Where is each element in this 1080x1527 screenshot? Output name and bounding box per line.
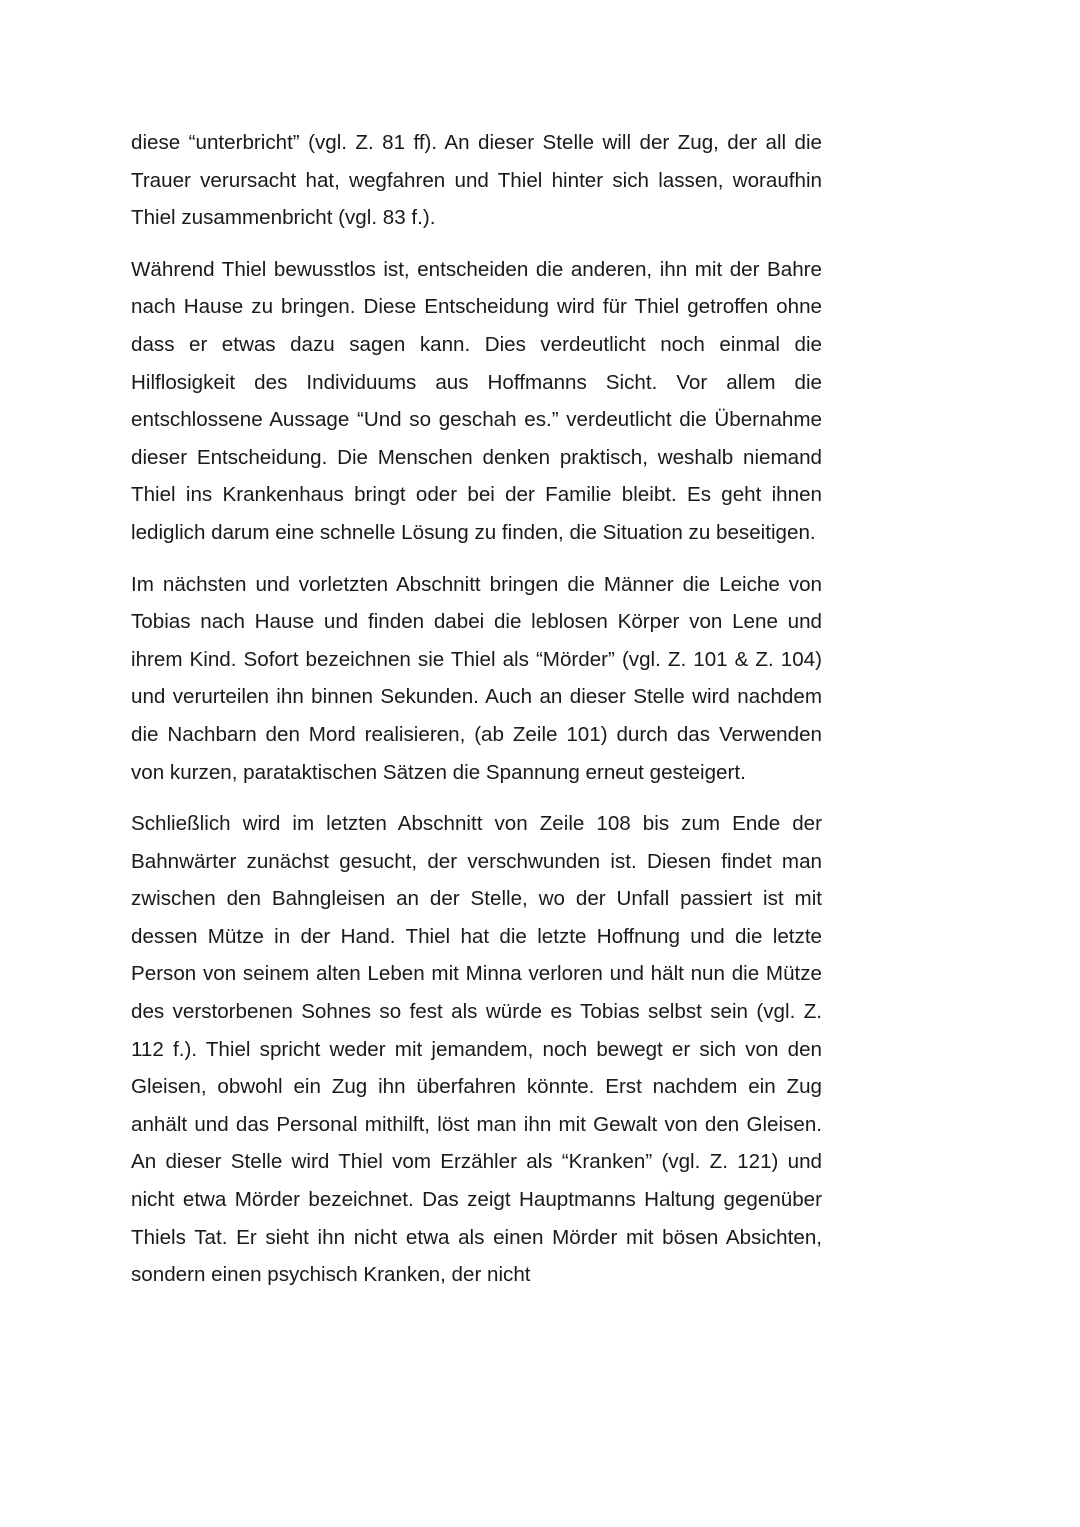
paragraph-3: Im nächsten und vorletzten Abschnitt bringen die Männer die Leiche von Tobias nach Hause und finden dabei die leblosen Körper von Lene und ihrem Kind. Sofort bezeichnen sie Thiel als “Mörder” (vgl. Z. 101 & Z. 104) und verurteilen ihn binnen Sekunden. Auch an dieser Stelle wird nachdem die Nachbarn den Mord realisieren, (ab Zeile 101) durch das Verwenden von kurzen, parataktischen Sätzen die Spannung erneut gesteigert.: [131, 572, 822, 784]
paragraph-1: diese “unterbricht” (vgl. Z. 81 ff). An dieser Stelle will der Zug, der all die Trauer verursacht hat, wegfahren und Thiel hinter sich lassen, woraufhin Thiel zusammenbricht (vgl. 83 f.).: [131, 131, 822, 230]
paragraph-2: Während Thiel bewusstlos ist, entscheiden die anderen, ihn mit der Bahre nach Hause zu bringen. Diese Entscheidung wird für Thiel getroffen ohne dass er etwas dazu sagen kann. Dies verdeutlicht noch einmal die Hilflosigkeit des Individuums aus Hoffmanns Sicht. Vor allem die entschlossene Aussage “Und so geschah es.” verdeutlicht die Übernahme dieser Entscheidung. Die Menschen denken praktisch, weshalb niemand Thiel ins Krankenhaus bringt oder bei der Familie bleibt. Es geht ihnen lediglich darum eine schnelle Lösung zu finden, die Situation zu beseitigen.: [131, 257, 822, 544]
body-text: [131, 124, 822, 1294]
paragraph-4: Schließlich wird im letzten Abschnitt von Zeile 108 bis zum Ende der Bahnwärter zunächst gesucht, der verschwunden ist. Diesen findet man zwischen den Bahngleisen an der Stelle, wo der Unfall passiert ist mit dessen Mütze in der Hand. Thiel hat die letzte Hoffnung und die letzte Person von seinem alten Leben mit Minna verloren und hält nun die Mütze des verstorbenen Sohnes so fest als würde es Tobias selbst sein (vgl. Z. 112 f.). Thiel spricht weder mit jemandem, noch bewegt er sich von den Gleisen, obwohl ein Zug ihn überfahren könnte. Erst nachdem ein Zug anhält und das Personal mithilft, löst man ihn mit Gewalt von den Gleisen. An dieser Stelle wird Thiel vom Erzähler als “Kranken” (vgl. Z. 121) und nicht etwa Mörder bezeichnet. Das zeigt Hauptmanns Haltung gegenüber Thiels Tat. Er sieht ihn nicht etwa als einen Mörder mit bösen Absichten, sondern einen psychisch Kranken, der nicht: [131, 812, 822, 1287]
